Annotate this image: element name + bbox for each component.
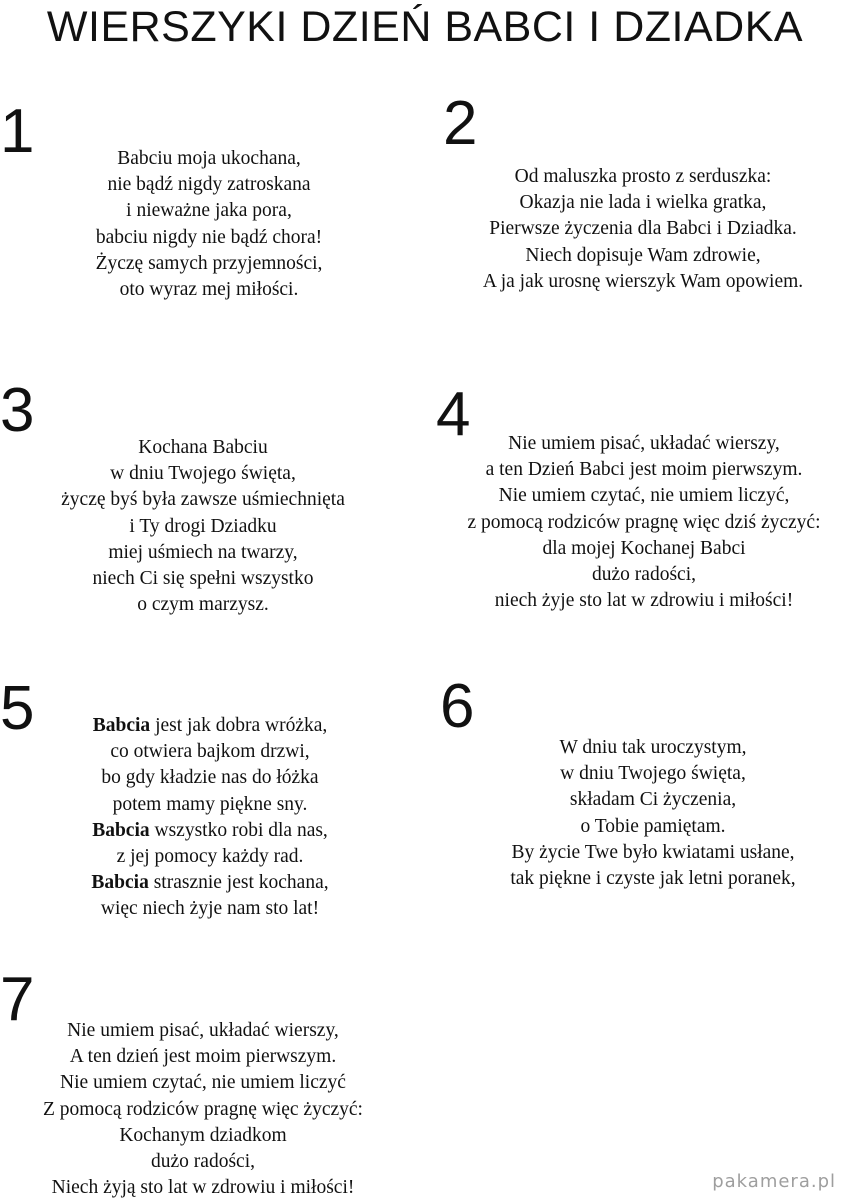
poem-line-rest: wszystko robi dla nas, — [149, 819, 328, 841]
poem-line: Nie umiem czytać, nie umiem liczyć, — [498, 485, 790, 507]
poem-line: By życie Twe było kwiatami usłane, — [511, 841, 795, 863]
poem-line: W dniu tak uroczystym, — [559, 737, 747, 758]
poem-5 — [0, 713, 420, 923]
poem-line: Kochanym dziadkom — [119, 1124, 287, 1146]
poem-line: A ja jak urosnę wierszyk Wam opowiem. — [482, 270, 804, 292]
poem-6 — [430, 735, 850, 892]
poem-2 — [420, 164, 850, 295]
page-title: WIERSZYKI DZIEŃ BABCI I DZIADKA — [46, 3, 804, 51]
poem-number: 1 — [0, 97, 35, 166]
poem-line: w dniu Twojego święta, — [110, 463, 296, 485]
poem-line — [0, 896, 420, 922]
poem-line: Z pomocą rodziców pragnę więc życzyć: — [43, 1098, 363, 1120]
poem-line: Niech żyją sto lat w zdrowiu i miłości! — [51, 1177, 355, 1199]
poem-line: miej uśmiech na twarzy, — [108, 541, 298, 563]
poem-line: w dniu Twojego święta, — [560, 763, 746, 785]
poem-number: 5 — [0, 674, 35, 743]
poem-number: 4 — [436, 380, 471, 449]
poem-line: składam Ci życzenia, — [569, 789, 737, 811]
poem-line — [0, 844, 420, 870]
poem-line: z pomocą rodziców pragnę więc dziś życzyć: — [467, 511, 821, 533]
poem-line-rest: więc niech żyje nam sto lat! — [100, 898, 320, 920]
poem-line-bold: Babcia — [92, 715, 151, 736]
poem-number: 3 — [0, 376, 35, 445]
poem-1 — [0, 146, 418, 303]
poem-line-bold: Babcia — [92, 819, 150, 841]
poem-line: o czym marzysz. — [137, 594, 269, 616]
poem-line: o Tobie pamiętam. — [580, 815, 726, 837]
poem-line: A ten dzień jest moim pierwszym. — [69, 1046, 337, 1068]
poem-line: niech żyje sto lat w zdrowiu i miłości! — [494, 590, 794, 612]
poem-line: Niech dopisuje Wam zdrowie, — [525, 244, 761, 266]
poem-line — [0, 792, 420, 818]
poem-4 — [424, 431, 850, 614]
poem-line-rest: co otwiera bajkom drzwi, — [110, 741, 310, 763]
poem-line: tak piękne i czyste jak letni poranek, — [510, 868, 796, 890]
poem-line: Nie umiem pisać, układać wierszy, — [67, 1020, 339, 1041]
poem-line: nie bądź nigdy zatroskana — [107, 174, 311, 196]
poem-line: dużo radości, — [592, 564, 696, 586]
poem-line: Nie umiem pisać, układać wierszy, — [508, 433, 780, 454]
poem-line — [0, 765, 420, 791]
poem-line-rest: potem mamy piękne sny. — [112, 793, 308, 815]
poem-line: i Ty drogi Dziadku — [129, 515, 277, 537]
poem-line: Życzę samych przyjemności, — [95, 252, 323, 274]
poem-line: Nie umiem czytać, nie umiem liczyć — [60, 1072, 346, 1094]
poem-line: niech Ci się spełni wszystko — [92, 568, 314, 590]
poem-7 — [0, 1018, 406, 1201]
poem-line: życzę byś była zawsze uśmiechnięta — [61, 489, 345, 511]
poem-line — [0, 818, 420, 844]
watermark-logo: pakamera.pl — [712, 1171, 836, 1192]
poem-line-rest: z jej pomocy każdy rad. — [116, 846, 304, 868]
poem-3 — [0, 435, 406, 618]
poem-line — [0, 870, 420, 896]
poem-line — [0, 739, 420, 765]
poem-line-rest: bo gdy kładzie nas do łóżka — [101, 767, 319, 789]
poem-number: 2 — [443, 89, 478, 158]
poem-line: a ten Dzień Babci jest moim pierwszym. — [485, 459, 803, 481]
poem-line: i nieważne jaka pora, — [126, 200, 292, 222]
poem-line: Okazja nie lada i wielka gratka, — [519, 192, 767, 214]
poem-line — [0, 713, 420, 739]
poem-line: Od maluszka prosto z serduszka: — [514, 166, 772, 187]
poem-line-bold: Babcia — [91, 872, 149, 894]
poem-line: babciu nigdy nie bądź chora! — [95, 226, 323, 248]
poem-line: Babciu moja ukochana, — [117, 148, 301, 169]
poem-line: dla mojej Kochanej Babci — [542, 537, 746, 559]
poem-line: Kochana Babciu — [138, 437, 268, 458]
poem-line: dużo radości, — [151, 1151, 255, 1173]
poem-line: oto wyraz mej miłości. — [119, 279, 299, 301]
poem-number: 6 — [440, 672, 475, 741]
poem-number: 7 — [0, 965, 35, 1034]
poem-line-rest: jest jak dobra wróżka, — [150, 715, 328, 736]
poem-line: Pierwsze życzenia dla Babci i Dziadka. — [489, 218, 797, 240]
poem-line-rest: strasznie jest kochana, — [148, 872, 329, 894]
